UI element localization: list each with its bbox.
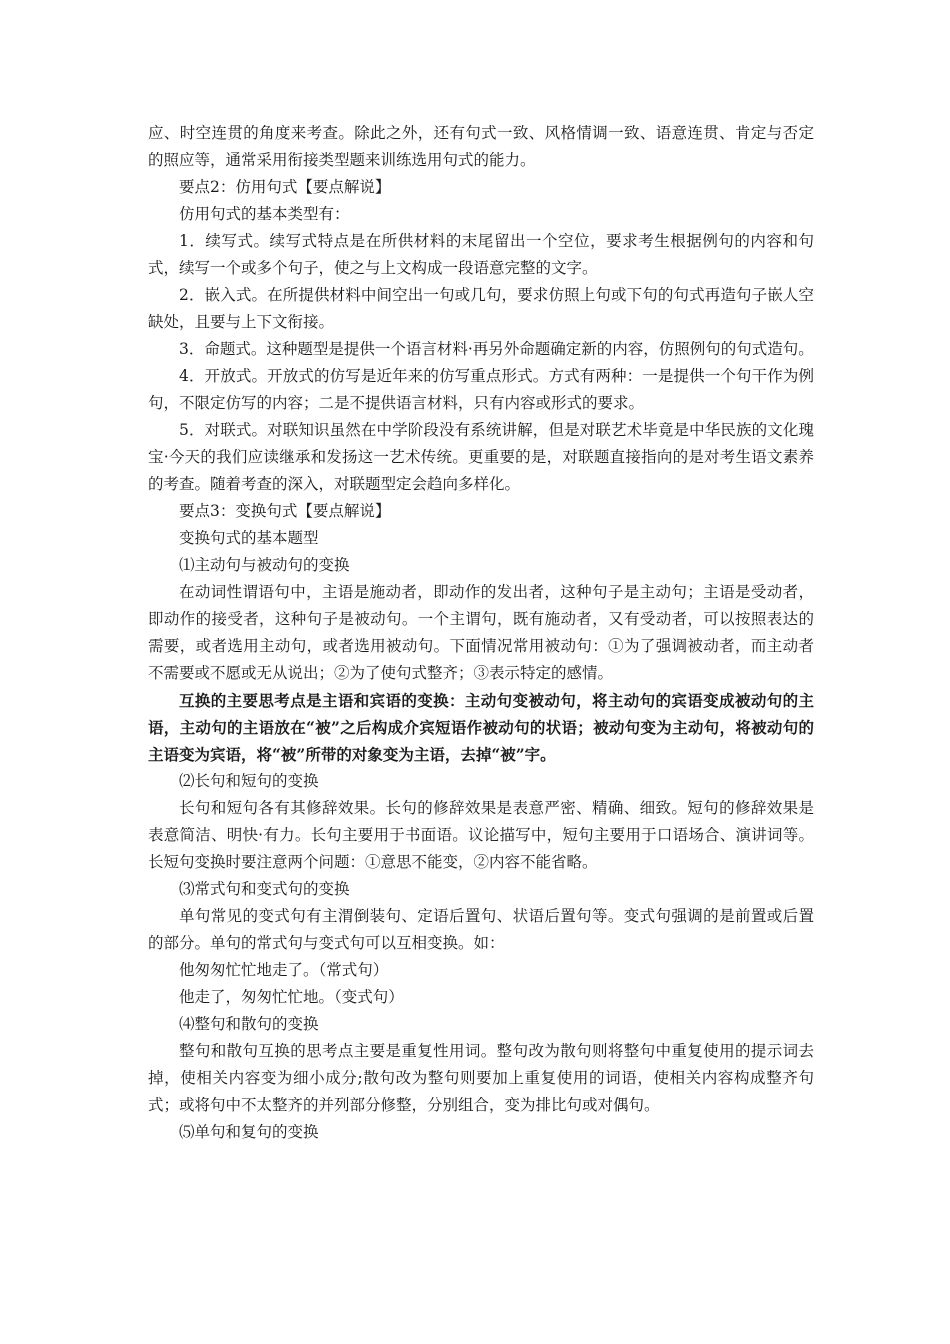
example-normal-sentence: 他匆匆忙忙地走了。（常式句） [179, 961, 389, 979]
paragraph-long-short-explanation: 长句和短句各有其修辞效果。长句的修辞效果是表意严密、精确、细致。短句的修辞效果是表意简洁、明快·有力。长句主要用于书面语。议论描写中，短句主要用于口语场合、演讲词等。长短句变换时要注意两个问题：①意思不能变，②内容不能省略。 [148, 799, 814, 871]
heading-point-3: 要点3：变换句式【要点解说】 [179, 502, 391, 520]
paragraph-type-proposition: 3．命题式。这种题型是提供一个语言材料·再另外命题确定新的内容，仿照例句的句式造句。 [179, 340, 814, 358]
subheading-active-passive: ⑴主动句与被动句的变换 [179, 556, 350, 574]
paragraph-type-continuation: 1．续写式。续写式特点是在所供材料的末尾留出一个空位，要求考生根据例句的内容和句式，续写一个或多个句子，使之与上文构成一段语意完整的文字。 [148, 232, 814, 277]
paragraph-normal-inverted-explanation: 单句常见的变式句有主渭倒装句、定语后置句、状语后置句等。变式句强调的是前置或后置的部分。单句的常式句与变式句可以互相变换。如： [148, 907, 814, 952]
paragraph-type-embedding: 2．嵌入式。在所提供材料中间空出一句或几句，要求仿照上句或下句的句式再造句子嵌人空缺处，且要与上下文衔接。 [148, 286, 814, 331]
subheading-parallel-loose: ⑷整句和散句的变换 [179, 1015, 319, 1033]
paragraph-parallel-loose-explanation: 整句和散句互换的思考点主要是重复性用词。整句改为散句则将整句中重复使用的提示词去掉，使相关内容变为细小成分;散句改为整句则要加上重复使用的词语，使相关内容构成整齐句式；或将句中不太整齐的并列部分修整，分别组合，变为排比句或对偶句。 [148, 1042, 814, 1114]
subheading-long-short: ⑵长句和短句的变换 [179, 772, 319, 790]
example-inverted-sentence: 他走了，匆匆忙忙地。（变式句） [179, 988, 404, 1006]
paragraph-type-open: 4．开放式。开放式的仿写是近年来的仿写重点形式。方式有两种：一是提供一个句干作为例句，不限定仿写的内容；二是不提供语言材料，只有内容或形式的要求。 [148, 367, 814, 412]
subheading-simple-complex: ⑸单句和复句的变换 [179, 1123, 319, 1141]
paragraph-active-passive-key-point: 互换的主要思考点是主语和宾语的变换：主动句变被动句，将主动句的宾语变成被动句的主语，主动句的主语放在“被”之后构成介宾短语作被动句的状语；被动句变为主动句，将被动句的主语变为宾语，将“被”所带的对象变为主语，去掉“被”宇。 [148, 691, 814, 764]
document-body [148, 120, 814, 1146]
paragraph-type-couplet: 5．对联式。对联知识虽然在中学阶段没有系统讲解，但是对联艺术毕竟是中华民族的文化瑰宝·今天的我们应读继承和发扬这一艺术传统。更重要的是，对联题直接指向的是对考生语文素养的考查。随着考查的深入，对联题型定会趋向多样化。 [148, 421, 814, 493]
heading-point-2: 要点2：仿用句式【要点解说】 [179, 178, 391, 196]
subheading-normal-inverted: ⑶常式句和变式句的变换 [179, 880, 350, 898]
paragraph-active-passive-explanation: 在动词性谓语句中，主语是施动者，即动作的发出者，这种句子是主动句；主语是受动者，即动作的接受者，这种句子是被动句。一个主谓句，既有施动者，又有受动者，可以按照表达的需要，或者选用主动句，或者选用被动句。下面情况常用被动句：①为了强调被动者，而主动者不需要或不愿或无从说出；②为了使句式整齐；③表示特定的感情。 [148, 583, 814, 682]
paragraph-transform-types-intro: 变换句式的基本题型 [179, 529, 319, 547]
paragraph-imitation-types-intro: 仿用句式的基本类型有： [179, 205, 350, 223]
paragraph-continuation: 应、时空连贯的角度来考查。除此之外，还有句式一致、风格情调一致、语意连贯、肯定与否定的照应等，通常采用衔接类型题来训练选用句式的能力。 [148, 124, 814, 169]
